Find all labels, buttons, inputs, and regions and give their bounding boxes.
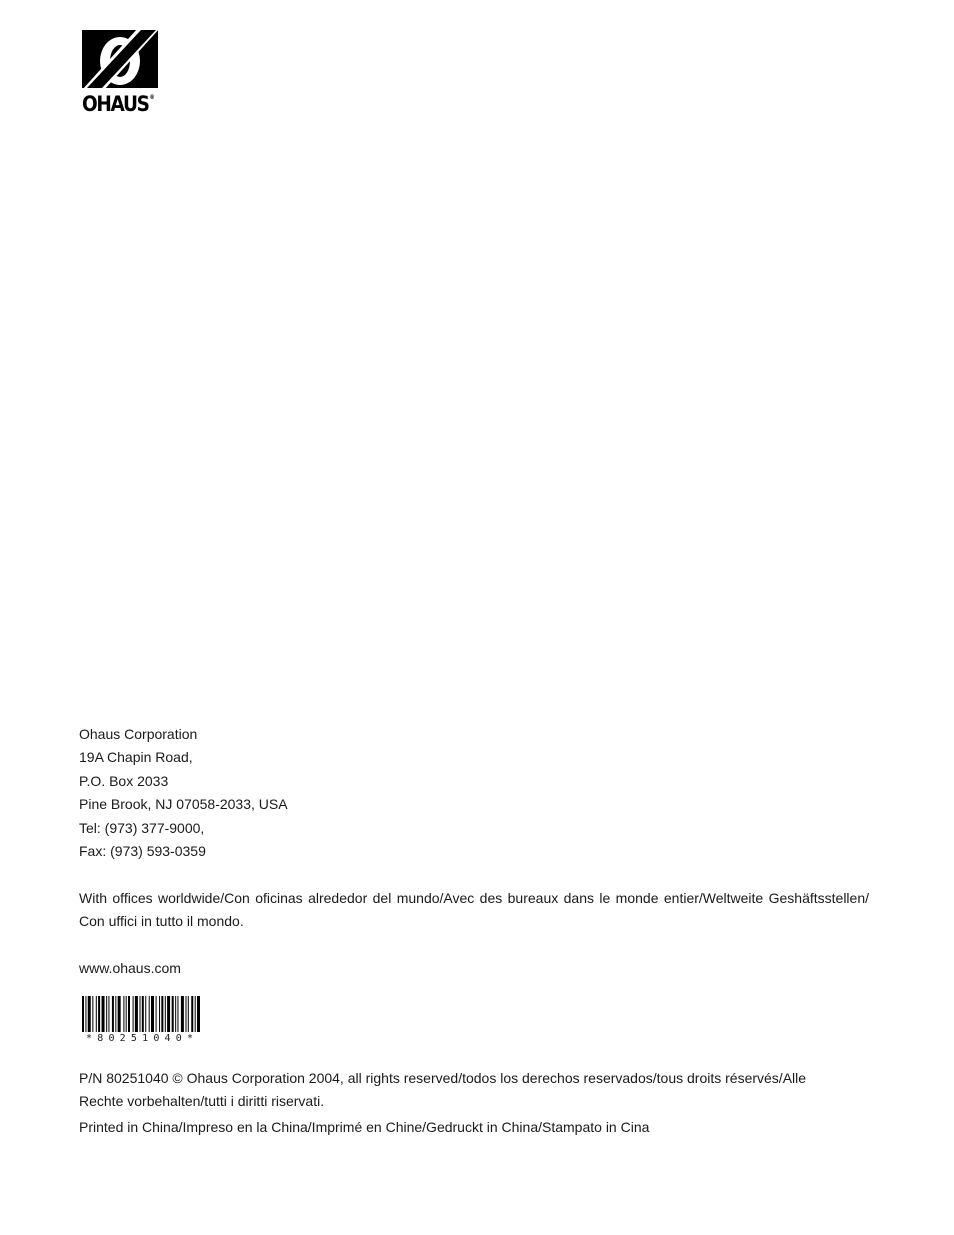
barcode-bar <box>156 996 157 1032</box>
barcode-bar <box>123 996 124 1032</box>
barcode-bar <box>197 996 200 1032</box>
barcode-bar <box>112 996 114 1032</box>
barcode-number: *80251040* <box>86 1033 199 1044</box>
ohaus-emblem-icon <box>80 28 160 90</box>
barcode-bar <box>92 996 93 1032</box>
barcode-bar <box>195 996 196 1032</box>
barcode-bar <box>165 996 166 1032</box>
barcode-bar <box>175 996 176 1032</box>
address-line: 19A Chapin Road, <box>79 749 193 766</box>
registered-mark: ® <box>149 94 155 101</box>
barcode-bar <box>145 996 146 1032</box>
barcode-bar <box>151 996 154 1032</box>
fax-line: Fax: (973) 593-0359 <box>79 843 206 860</box>
barcode-bar <box>140 996 141 1032</box>
barcode-bar <box>128 996 130 1032</box>
barcode-bar <box>133 996 134 1032</box>
barcode-bar <box>98 996 100 1032</box>
barcode-bar <box>191 996 193 1032</box>
copyright-line: P/N 80251040 © Ohaus Corporation 2004, all rights reserved/todos los derechos reservados/tous droits réservés/Alle <box>79 1070 807 1086</box>
barcode-bar <box>188 996 189 1032</box>
barcode-bar <box>135 996 138 1032</box>
offices-worldwide-text <box>79 887 869 934</box>
barcode-bar <box>161 996 163 1032</box>
barcode-bar <box>115 996 116 1032</box>
address-line: Ohaus Corporation <box>79 726 198 742</box>
barcode-bar <box>167 996 170 1032</box>
ohaus-wordmark <box>82 92 156 116</box>
barcode-bar <box>142 996 144 1032</box>
barcode-bar <box>118 996 121 1032</box>
barcode-bar <box>85 996 86 1032</box>
website-link[interactable]: www.ohaus.com <box>79 960 181 976</box>
address-line: P.O. Box 2033 <box>79 772 169 789</box>
offices-line: Con uffici in tutto il mondo. <box>79 913 244 930</box>
offices-line: With offices worldwide/Con oficinas alrededor del mundo/Avec des bureaux dans le monde entier/Weltweite Geshäftsstellen/ <box>79 890 869 906</box>
barcode-bar <box>177 996 178 1032</box>
address-line: Pine Brook, NJ 07058-2033, USA <box>79 796 288 813</box>
copyright-notice <box>79 1067 879 1114</box>
barcode-bar <box>186 996 187 1032</box>
telephone-line: Tel: (973) 377-9000, <box>79 819 205 836</box>
barcode-bar <box>108 996 109 1032</box>
barcode-bar <box>82 996 84 1032</box>
barcode-bar <box>102 996 105 1032</box>
barcode-bar <box>181 996 184 1032</box>
company-address <box>79 723 288 863</box>
barcode-bar <box>96 996 97 1032</box>
barcode <box>82 996 250 1032</box>
ohaus-logo <box>80 28 164 118</box>
barcode-bar <box>106 996 107 1032</box>
copyright-line: Rechte vorbehalten/tutti i diritti riservati. <box>79 1093 325 1110</box>
barcode-bar <box>88 996 91 1032</box>
barcode-bar <box>172 996 174 1032</box>
brand-name: OHAUS <box>82 92 149 116</box>
barcode-bar <box>149 996 150 1032</box>
barcode-bar <box>159 996 160 1032</box>
barcode-bar <box>126 996 127 1032</box>
printed-in-notice: Printed in China/Impreso en la China/Imprimé en Chine/Gedruckt in China/Stampato in Cina <box>79 1119 650 1135</box>
